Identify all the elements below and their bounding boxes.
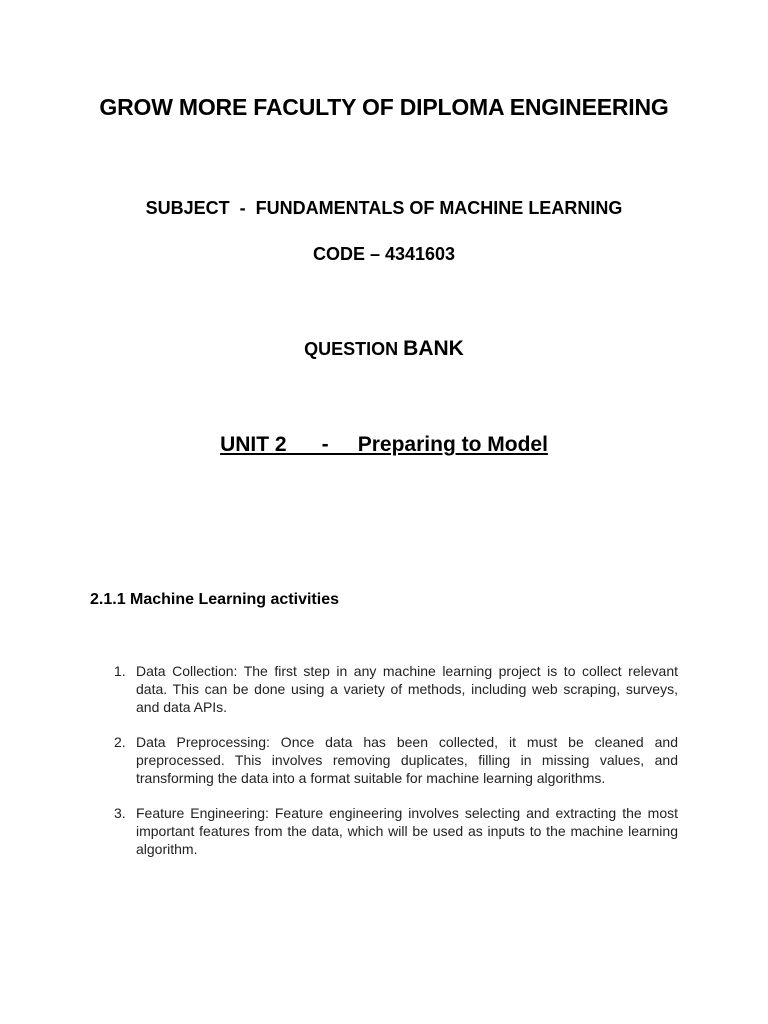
unit-heading: UNIT 2 - Preparing to Model [220, 433, 548, 456]
activities-list [106, 662, 698, 875]
question-bank-heading [0, 337, 768, 361]
list-item [106, 804, 682, 858]
bank-label: BANK [403, 337, 464, 360]
list-item-text: Data Collection: The first step in any machine learning project is to collect relevant data. This can be done using a variety of methods, including web scraping, surveys, and data APIs. [136, 663, 698, 715]
course-code: CODE – 4341603 [312, 244, 456, 264]
question-label: QUESTION [304, 339, 404, 359]
institution-title: GROW MORE FACULTY OF DIPLOMA ENGINEERING [99, 94, 669, 120]
subject-line: SUBJECT - FUNDAMENTALS OF MACHINE LEARNING [145, 198, 623, 218]
list-item-text: Data Preprocessing: Once data has been collected, it must be cleaned and preprocessed. This involves removing duplicates, filling in missing values, and transforming the data into a format suitable for machine learning algorithms. [136, 734, 682, 786]
list-item [106, 662, 698, 716]
list-item-number: 2. [114, 734, 126, 750]
list-item [106, 733, 682, 787]
section-heading: 2.1.1 Machine Learning activities [90, 591, 339, 608]
list-item-number: 3. [114, 805, 126, 821]
list-item-number: 1. [114, 663, 126, 679]
list-item-text: Feature Engineering: Feature engineering involves selecting and extracting the most important features from the data, which will be used as inputs to the machine learning algorithm. [136, 805, 682, 857]
